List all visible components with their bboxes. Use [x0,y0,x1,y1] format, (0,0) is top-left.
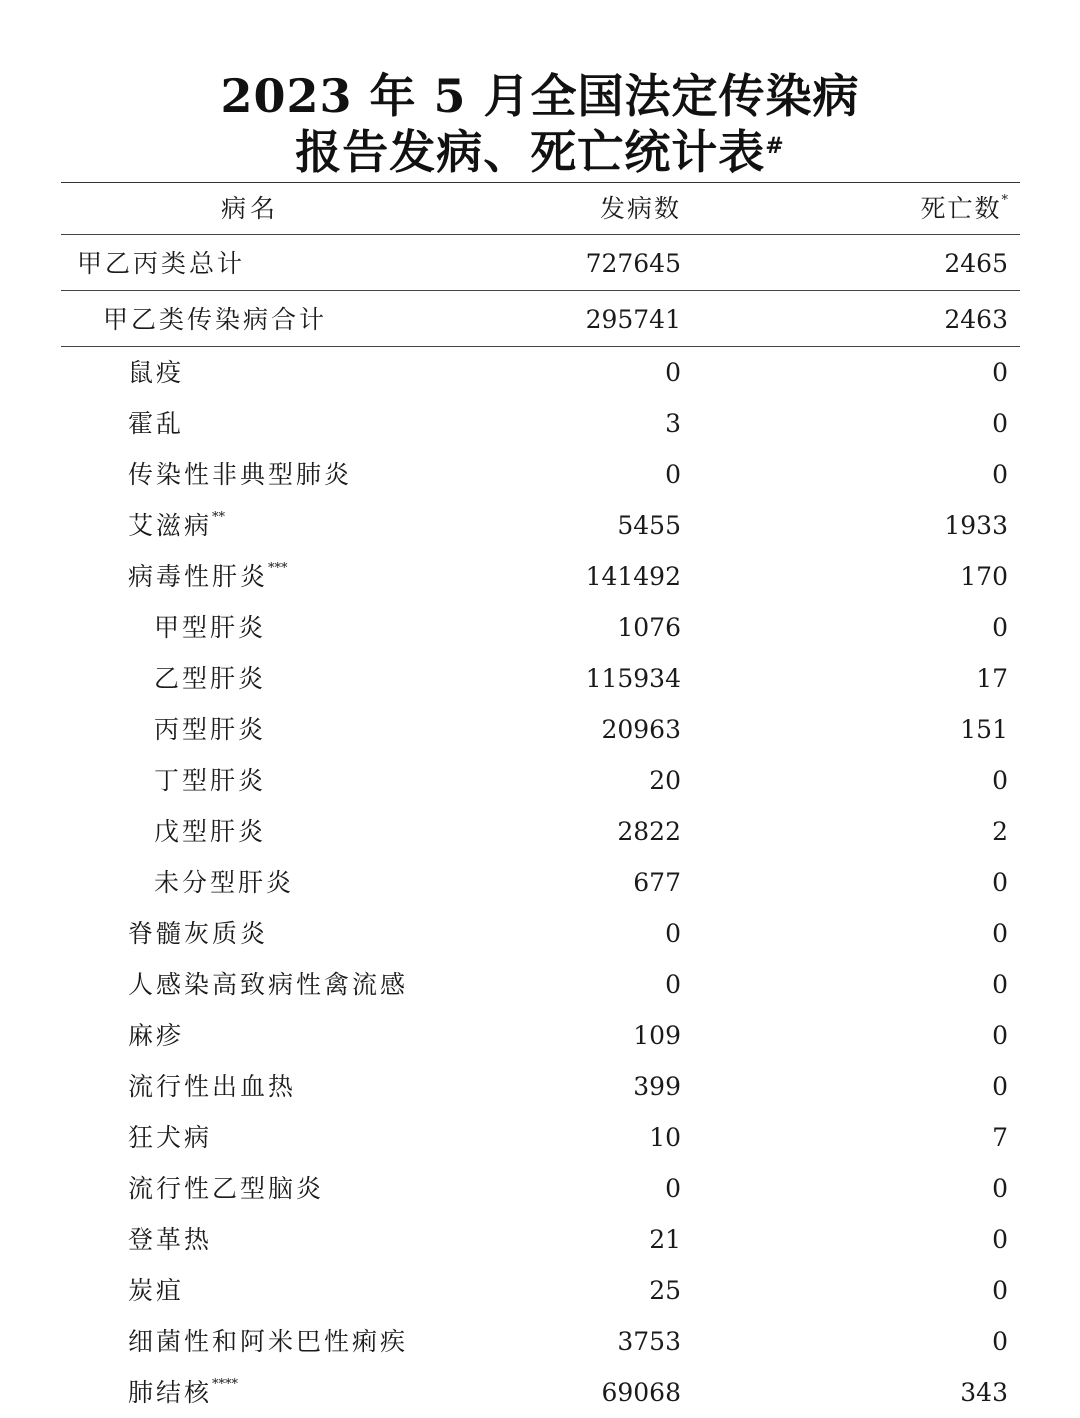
disease-name [128,500,225,551]
total-name: 甲乙丙类总计 [77,249,246,278]
disease-name-text: 肺结核 [128,1378,213,1407]
table-row [61,1010,1020,1061]
deaths-value: 0 [992,1174,1008,1203]
deaths-value: 2 [992,817,1008,846]
disease-name-text: 霍乱 [128,409,185,438]
disease-name [154,806,266,857]
disease-name-text: 流行性乙型脑炎 [128,1174,325,1203]
table-row [61,908,1020,959]
title-line-2-text: 报告发病、死亡统计表 [295,125,766,179]
table-row [61,551,1020,602]
header-disease-name: 病名 [221,194,280,223]
table-row [61,1214,1020,1265]
table-row [61,1265,1020,1316]
deaths-value: 0 [992,868,1008,897]
footnote-mark: ** [212,510,226,525]
cases-value: 109 [633,1021,681,1050]
deaths-value: 0 [992,1021,1008,1050]
report-title [0,68,1080,180]
deaths-value: 151 [960,715,1008,744]
deaths-value: 0 [992,1072,1008,1101]
cases-value: 69068 [601,1378,681,1407]
table-row [61,1112,1020,1163]
cases-value: 21 [649,1225,681,1254]
deaths-value: 343 [960,1378,1008,1407]
header-deaths-label: 死亡数 [920,194,1002,223]
disease-name-text: 狂犬病 [128,1123,213,1152]
disease-rows [61,347,1020,1418]
disease-name-text: 脊髓灰质炎 [128,919,269,948]
cases-value: 115934 [585,664,681,693]
header-cases: 发病数 [599,194,681,223]
total-row [61,235,1020,290]
deaths-value: 0 [992,613,1008,642]
cases-value: 399 [633,1072,681,1101]
footnote-mark: **** [212,1377,239,1392]
footnote-mark: *** [268,561,288,576]
disease-name-text: 丁型肝炎 [154,766,267,795]
disease-name-text: 戊型肝炎 [154,817,267,846]
cases-value: 141492 [585,562,681,591]
disease-name [128,1010,184,1061]
disease-name [128,551,288,602]
disease-name [128,1367,238,1418]
table-row [61,959,1020,1010]
cases-value: 20 [649,766,681,795]
deaths-value: 0 [992,766,1008,795]
total-cases: 727645 [585,249,681,278]
cases-value: 3 [665,409,681,438]
disease-name-text: 丙型肝炎 [154,715,267,744]
table-row [61,857,1020,908]
disease-name-text: 细菌性和阿米巴性痢疾 [128,1327,409,1356]
disease-name-text: 鼠疫 [128,358,185,387]
total-deaths: 2465 [944,249,1008,278]
table-row [61,1316,1020,1367]
disease-name-text: 未分型肝炎 [154,868,295,897]
disease-name-text: 乙型肝炎 [154,664,267,693]
deaths-value: 0 [992,409,1008,438]
title-line-2 [0,124,1080,180]
table-row [61,398,1020,449]
disease-name [128,908,268,959]
table-row [61,500,1020,551]
disease-name [154,857,294,908]
cases-value: 25 [649,1276,681,1305]
table-row [61,602,1020,653]
header-deaths-mark: * [1001,193,1008,208]
deaths-value: 0 [992,1225,1008,1254]
cases-value: 3753 [617,1327,681,1356]
deaths-value: 0 [992,1276,1008,1305]
deaths-value: 17 [976,664,1008,693]
disease-name-text: 登革热 [128,1225,213,1254]
disease-name [154,704,266,755]
deaths-value: 0 [992,1327,1008,1356]
disease-name-text: 病毒性肝炎 [128,562,269,591]
table-row [61,704,1020,755]
title-footnote-mark: # [765,133,785,159]
subtotal-deaths: 2463 [944,305,1008,334]
deaths-value: 7 [992,1123,1008,1152]
subtotal-cases: 295741 [585,305,681,334]
table-row [61,449,1020,500]
deaths-value: 1933 [944,511,1008,540]
disease-name [128,1061,296,1112]
cases-value: 677 [633,868,681,897]
disease-name [128,449,352,500]
table-header [61,183,1020,234]
disease-name [128,959,408,1010]
cases-value: 2822 [617,817,681,846]
deaths-value: 0 [992,460,1008,489]
title-line-1: 2023 年 5 月全国法定传染病 [220,69,860,123]
table-row [61,653,1020,704]
header-deaths [920,183,1008,234]
deaths-value: 170 [960,562,1008,591]
disease-name [128,398,184,449]
table-row [61,1367,1020,1418]
cases-value: 0 [665,460,681,489]
disease-name-text: 炭疽 [128,1276,185,1305]
disease-name [154,602,266,653]
disease-name-text: 传染性非典型肺炎 [128,460,353,489]
disease-name [154,653,266,704]
table-row [61,1163,1020,1214]
deaths-value: 0 [992,358,1008,387]
deaths-value: 0 [992,970,1008,999]
disease-name [128,1214,212,1265]
subtotal-name: 甲乙类传染病合计 [103,305,328,334]
disease-name-text: 麻疹 [128,1021,185,1050]
table-row [61,347,1020,398]
cases-value: 0 [665,919,681,948]
disease-name [128,1163,324,1214]
deaths-value: 0 [992,919,1008,948]
cases-value: 0 [665,358,681,387]
disease-name [128,1265,184,1316]
cases-value: 0 [665,1174,681,1203]
disease-name [128,1112,212,1163]
disease-name-text: 流行性出血热 [128,1072,297,1101]
disease-name [154,755,266,806]
cases-value: 5455 [617,511,681,540]
disease-name-text: 甲型肝炎 [154,613,267,642]
cases-value: 0 [665,970,681,999]
subtotal-row [61,291,1020,346]
cases-value: 1076 [617,613,681,642]
disease-name [128,347,184,398]
cases-value: 20963 [601,715,681,744]
cases-value: 10 [649,1123,681,1152]
disease-name [128,1316,408,1367]
disease-name-text: 艾滋病 [128,511,213,540]
disease-name-text: 人感染高致病性禽流感 [128,970,409,999]
table-row [61,806,1020,857]
statistics-table [61,182,1020,1418]
table-row [61,755,1020,806]
table-row [61,1061,1020,1112]
